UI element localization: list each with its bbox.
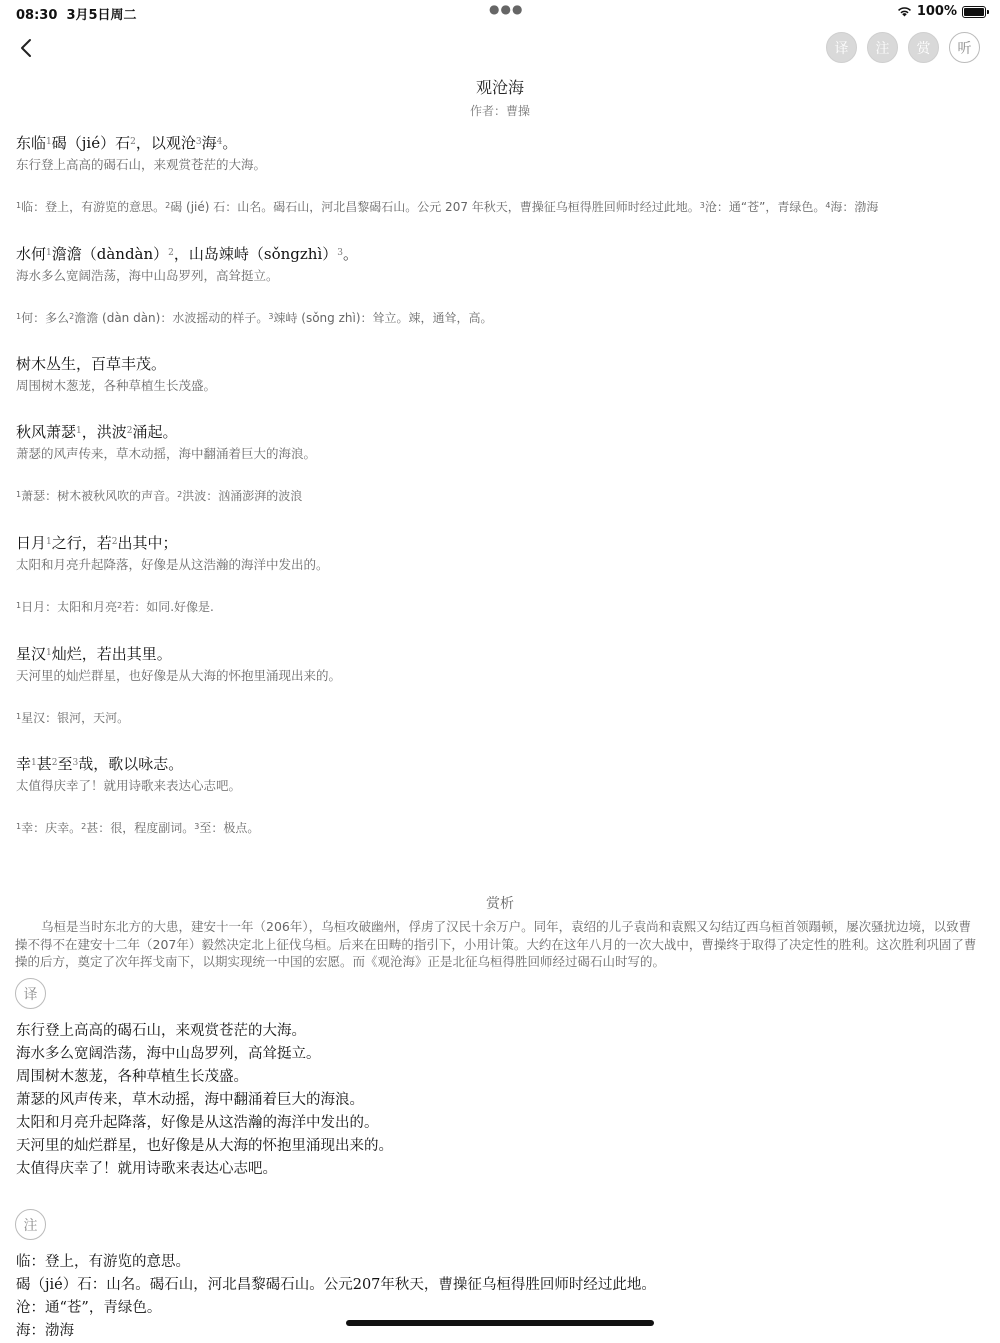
home-indicator[interactable] bbox=[346, 1320, 654, 1326]
battery-icon bbox=[962, 6, 986, 18]
note-marker[interactable]: 1 bbox=[76, 426, 82, 436]
verse-line[interactable]: 日月$^1$之行，若$^2$出其中； bbox=[16, 534, 178, 552]
note-line: 碣（jié）石：山名。碣石山，河北昌黎碣石山。公元207年秋天，曹操征乌桓得胜回师时经过此地。 bbox=[16, 1277, 656, 1293]
wifi-icon bbox=[897, 6, 912, 17]
status-bar bbox=[0, 0, 1000, 24]
verse-translation: 太阳和月亮升起降落，好像是从这浩瀚的海洋中发出的。 bbox=[16, 557, 329, 572]
back-button[interactable] bbox=[14, 34, 40, 62]
translation-line: 周围树木葱茏，各种草植生长茂盛。 bbox=[16, 1069, 248, 1085]
notes-button[interactable]: 注 bbox=[867, 32, 898, 63]
verse-notes: $^1$萧瑟：树木被秋风吹的声音。$^2$洪波：汹涌澎湃的波浪 bbox=[16, 489, 303, 503]
translation-line: 海水多么宽阔浩荡，海中山岛罗列，高耸挺立。 bbox=[16, 1046, 321, 1062]
verse-translation: 周围树木葱茏，各种草植生长茂盛。 bbox=[16, 378, 217, 393]
translation-badge[interactable]: 译 bbox=[15, 978, 46, 1009]
note-marker[interactable]: 3 bbox=[195, 137, 202, 147]
poem-author: 作者：曹操 bbox=[469, 104, 530, 118]
appreciate-button[interactable]: 赏 bbox=[908, 32, 939, 63]
verse-line[interactable]: 东临$^1$碣（jié）石$^2$，以观沧$^3$海$^4$。 bbox=[16, 134, 238, 152]
verse-block bbox=[16, 642, 986, 728]
verse-notes: $^1$临：登上，有游览的意思。$^2$碣 (jié) 石：山名。碣石山，河北昌黎碣石山。公元 207 年秋天，曹操征乌桓得胜回师时经过此地。$^3$沧：通“苍”，青绿色。$^4$海：渤海 bbox=[16, 200, 879, 214]
translation-line: 萧瑟的风声传来，草木动摇，海中翻涌着巨大的海浪。 bbox=[16, 1092, 364, 1108]
note-marker[interactable]: 2 bbox=[126, 426, 133, 436]
verse-block bbox=[16, 353, 986, 396]
note-marker[interactable]: 2 bbox=[168, 248, 174, 258]
note-marker[interactable]: 1 bbox=[46, 648, 52, 658]
verse-translation: 萧瑟的风声传来，草木动摇，海中翻涌着巨大的海浪。 bbox=[16, 446, 317, 461]
verse-line[interactable]: 树木丛生，百草丰茂。 bbox=[16, 355, 167, 373]
verse-notes: $^1$日月：太阳和月亮$^2$若：如同.好像是. bbox=[16, 600, 214, 614]
verse-notes: $^1$幸：庆幸。$^2$甚：很，程度副词。$^3$至：极点。 bbox=[16, 821, 260, 835]
verse-block bbox=[16, 752, 986, 838]
battery-percent: 100% bbox=[916, 4, 957, 19]
verse-block bbox=[16, 131, 986, 217]
appreciation-title: 赏析 bbox=[486, 896, 514, 912]
note-marker[interactable]: 1 bbox=[46, 137, 52, 147]
note-marker[interactable]: 3 bbox=[337, 248, 343, 258]
translation-list bbox=[16, 1020, 986, 1181]
note-line: 临：登上，有游览的意思。 bbox=[16, 1254, 190, 1270]
verse-translation: 天河里的灿烂群星，也好像是从大海的怀抱里涌现出来的。 bbox=[16, 668, 342, 683]
verse-block bbox=[16, 242, 986, 328]
note-marker[interactable]: 2 bbox=[130, 137, 136, 147]
translation-line: 太值得庆幸了！就用诗歌来表达心志吧。 bbox=[16, 1161, 277, 1177]
notes-badge[interactable]: 注 bbox=[15, 1209, 46, 1240]
appreciation-text: 乌桓是当时东北方的大患，建安十一年（206年），乌桓攻破幽州，俘虏了汉民十余万户。同年，袁绍的儿子袁尚和袁熙又勾结辽西乌桓首领蹋顿，屡次骚扰边境，以致曹操不得不在建安十二年（207年）毅然决定北上征伐乌桓。后来在田畴的指引下，小用计策。大约在这年八月的一次大战中，曹操终于取得了决定性的胜利。这次胜利巩固了曹操的后方，奠定了次年挥戈南下，以期实现统一中国的宏愿。而《观沧海》正是北征乌桓得胜回师经过碣石山时写的。 bbox=[15, 919, 977, 969]
note-marker[interactable]: 2 bbox=[51, 758, 58, 768]
translation-line: 太阳和月亮升起降落，好像是从这浩瀚的海洋中发出的。 bbox=[16, 1115, 379, 1131]
note-marker[interactable]: 1 bbox=[31, 758, 37, 768]
verse-line[interactable]: 水何$^1$澹澹（dàndàn）$^2$，山岛竦峙（sǒngzhì）$^3$。 bbox=[16, 245, 359, 263]
note-line: 沧：通“苍”，青绿色。 bbox=[16, 1300, 162, 1316]
status-date: 3月5日周二 bbox=[66, 8, 137, 23]
note-marker[interactable]: 4 bbox=[216, 137, 223, 147]
status-time: 08:30 3月5日周二 bbox=[16, 8, 137, 23]
nav-actions bbox=[826, 32, 980, 63]
status-indicators bbox=[897, 4, 986, 19]
verse-notes: $^1$星汉：银河，天河。 bbox=[16, 711, 130, 725]
verse-line[interactable]: 星汉$^1$灿烂，若出其里。 bbox=[16, 645, 172, 663]
verse-notes: $^1$何：多么$^2$澹澹 (dàn dàn)：水波摇动的样子。$^3$竦峙 (sǒng zhì)：耸立。竦，通耸，高。 bbox=[16, 311, 493, 325]
note-line: 海：渤海 bbox=[16, 1323, 74, 1339]
verse-translation: 海水多么宽阔浩荡，海中山岛罗列，高耸挺立。 bbox=[16, 268, 279, 283]
verse-block bbox=[16, 531, 986, 617]
verse-block bbox=[16, 420, 986, 506]
listen-button[interactable]: 听 bbox=[949, 32, 980, 63]
multitasking-dots-icon[interactable]: ●●● bbox=[489, 2, 524, 16]
translate-button[interactable]: 译 bbox=[826, 32, 857, 63]
verse-translation: 太值得庆幸了！就用诗歌来表达心志吧。 bbox=[16, 778, 242, 793]
note-marker[interactable]: 2 bbox=[111, 537, 118, 547]
poem-title: 观沧海 bbox=[475, 78, 524, 97]
verse-line[interactable]: 幸$^1$甚$^2$至$^3$哉，歌以咏志。 bbox=[16, 755, 184, 773]
notes-list bbox=[16, 1251, 986, 1343]
translation-line: 天河里的灿烂群星，也好像是从大海的怀抱里涌现出来的。 bbox=[16, 1138, 393, 1154]
note-marker[interactable]: 1 bbox=[46, 248, 52, 258]
verse-line[interactable]: 秋风萧瑟$^1$，洪波$^2$涌起。 bbox=[16, 423, 178, 441]
note-marker[interactable]: 1 bbox=[46, 537, 52, 547]
note-marker[interactable]: 3 bbox=[72, 758, 79, 768]
translation-line: 东行登上高高的碣石山，来观赏苍茫的大海。 bbox=[16, 1023, 306, 1039]
chevron-left-icon bbox=[14, 34, 40, 62]
nav-bar bbox=[0, 32, 1000, 64]
verse-translation: 东行登上高高的碣石山，来观赏苍茫的大海。 bbox=[16, 157, 267, 172]
